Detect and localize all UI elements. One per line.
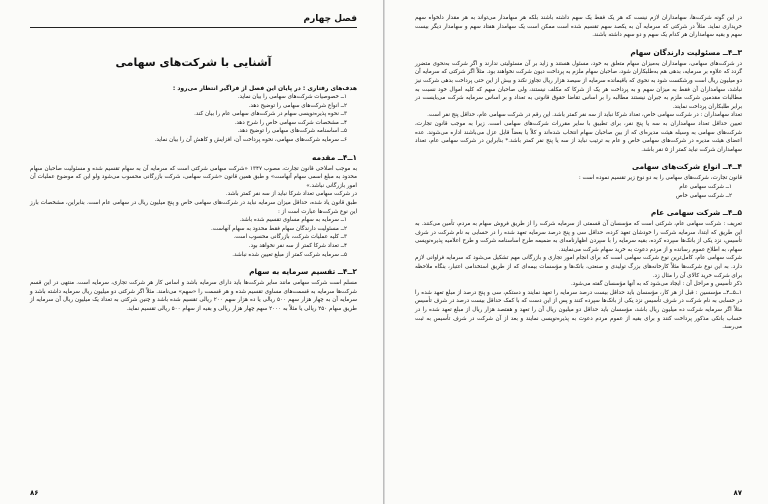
paragraph: ۱ــ۵ــ۴ــ مؤسسین : قبل از هر کار، مؤسسان باید حداقل بیست درصد سرمایه را تعهد نمایند و دستکم، سی و پنج درصد از مبلغ تعهد شده را در حسابی به نام شرکت در شرف تأسیس نزد یکی از بانک‌ها سپرده کنند و پس از این دست که با کمک حداقل بیست درصد در شرف تأسیس مثلاً اگر سرمایه شرکت ده میلیون ریال باشد، مؤسسان باید حداقل دو میلیون ریال آن را تعهد و هفتصد هزار ریال از مبلغ تعهد شده را در حساب بانکی مذکور پرداخت کنند و برای بقیه از عموم مردم دعوت به پذیره‌نویسی نمایند و بعد از آن شرکت در شرف تأسیس به ثبت می‌رسد. bbox=[415, 289, 742, 331]
feature-item: ۵ــ سرمایه شرکت کمتر از مبلغ تعیین شده نباشد. bbox=[232, 251, 347, 258]
paragraph: تعریف : شرکت سهامی عام، شرکتی است که مؤسسان آن قسمتی از سرمایه شرکت را از طریق فروش سهام به مردم، تأمین می‌کنند. به این طریق که ابتدا، سرمایه شرکت را خودشان تعهد کرده، حداقل سی و پنج درصد سرمایه تعهد شده را در حسابی به نام شرکت در شرف تأسیس، نزد یکی از بانک‌ها سپرده کرده، بقیه سرمایه را با سپردن اظهارنامه‌ای به ضمیمه طرح اساسنامه شرکت و طرح اعلامیه پذیره‌نویسی سهام، به اطلاع عموم رسانده و از مردم دعوت به خرید سهام شرکت می‌نمایند. bbox=[415, 221, 742, 253]
section-title: ۳ــ۴ــ مسئولیت دارندگان سهام bbox=[630, 47, 742, 57]
objectives-heading: هدف‌های رفتاری : در پایان این فصل از فراگیر انتظار می‌رود : bbox=[172, 85, 357, 92]
objective-item: ۳ــ نحوه پذیره‌نویسی سهام در شرکت‌های سهامی عام را بیان کند. bbox=[194, 111, 347, 118]
objective-item: ۶ــ سرمایه شرکت‌های سهامی، نحوه پرداخت آن، افزایش و کاهش آن را بیان نماید. bbox=[154, 136, 347, 143]
page-87-content bbox=[415, 14, 742, 486]
feature-item: ۱ــ سرمایه به سهام مساوی تقسیم شده باشد. bbox=[239, 217, 347, 224]
paragraph: ذکر تأسیس و مراحل آن : ایجاد می‌شود که به آنها مؤسسان گفته می‌شود. bbox=[570, 281, 742, 288]
paragraph: شرکت سهامی عام، کامل‌ترین نوع شرکت سهامی است که برای انجام امور تجاری و بازرگانی مهم تشکیل می‌شود که سرمایه فراوانی لازم دارد. به این نوع شرکت‌ها مثلاً کارخانه‌های بزرگ تولیدی و صنعتی، بانک‌ها و مؤسسات بیمه‌ای که از طریق استخدامی اعتبار، بنگاه ملاحظه برای شرکت خرید کالای آن را مثال زد. bbox=[415, 255, 742, 279]
page-number: ۸۶ bbox=[30, 489, 39, 497]
objectives-list bbox=[30, 93, 357, 145]
paragraph: در شرکت سهامی تعداد شرکا نباید از سه نفر کمتر باشد. bbox=[225, 191, 357, 198]
paragraph: قانون تجارت، شرکت‌های سهامی را به دو نوع زیر تقسیم نموده است : bbox=[578, 175, 742, 182]
section-title: ۲ــ۴ــ تقسیم سرمایه به سهام bbox=[249, 267, 357, 277]
types-list bbox=[415, 183, 742, 200]
objective-item: ۴ــ مشخصات شرکت سهامی خاص را شرح دهد. bbox=[234, 119, 347, 126]
chapter-heading: فصل چهارم bbox=[30, 14, 357, 28]
section-title: ۱ــ۴ــ مقدمه bbox=[312, 152, 357, 162]
page-86-content bbox=[30, 14, 357, 486]
paragraph: در شرکت‌های سهامی، سهامداران به‌میزان سهام متعلق به خود، مسئول هستند و زاید بر آن مسئولیتی ندارند و اگر شرکت به‌نحوی متضرر گردد که علاوه بر سرمایه، بدهی هم به‌طلبکاران شود، صاحبان سهام ملزم به پرداخت دیون شرکت نخواهند بود. مثلاً اگر شرکتی که سرمایه آن دو میلیون ریال است ورشکست شود به نحوی که باقیمانده سرمایه از سیصد هزار ریال تجاوز نکند و بیش از این حتی پرداخت بدهی شرکت نیز نباشد، سهامداران آن فقط به میزان سهم و به پرداخت هر یک از شرکا که مکلف نیستند، ولی صاحبان سهم که کلیه اموال خود نسبت به مطالبات مقدمین شرکت ملزم به جبران نیستند مطالبه را بر اساس تقاضا حقوق قانونی به تعداد و بر اساس سرمایه شرکت می‌بایست در برابر طلبکاران پرداخت نمایند. bbox=[415, 60, 742, 110]
paragraph: مسلم است شرکت سهامی مانند سایر شرکت‌ها باید دارای سرمایه باشد و اساس کار هر شرکت تجاری، سرمایه است. منتهی در این قسم شرکت‌ها سرمایه به قسمت‌های مساوی تقسیم شده و هر قسمت را «سهم» می‌نامند. مثلاً اگر شرکتی دو میلیون ریال سرمایه داشته باشد و سرمایه آن به چهار هزار سهم ۵۰۰ ریالی یا ده هزار سهم ۲۰۰ ریالی تقسیم شده باشد و چنین شرکتی به تعداد یک میلیون ریال آن سرمایه از طریق سهام ۲۵۰ ریالی یا مثلاً به ۲۰۰۰ سهم چهار هزار ریالی و بقیه از سهام ۵۰۰ ریالی تقسیم نماید. bbox=[30, 280, 358, 312]
paragraph: به موجب اصلاحی قانون تجارت، مصوب ۱۳۴۷ «شرکت سهامی شرکتی است که سرمایه آن به سهام تقسیم شده و مسئولیت صاحبان سهام محدود به مبلغ اسمی سهام آنهاست» و طبق همین قانون «شرکت سهامی، شرکت بازرگانی محسوب می‌شود ولو این که موضوع عملیات آن امور بازرگانی نباشد.» bbox=[30, 165, 358, 189]
page-number: ۸۷ bbox=[733, 489, 742, 497]
objective-item: ۵ــ اساسنامه شرکت‌های سهامی را توضیح دهد. bbox=[237, 128, 347, 135]
feature-item: ۳ــ کلیه عملیات شرکت، بازرگانی محسوب است. bbox=[233, 234, 347, 241]
paragraph: تعیین حداقل تعداد سهامداران به سه یا پنج نفر، برای تطبیق با سایر مقررات شرکت‌های سهامی است. زیرا به موجب قانون تجارت، شرکت‌های سهامی به وسیله هیئت مدیره‌ای که از بین صاحبان سهام انتخاب شده‌اند و کلاً یا بعضاً قابل عزل می‌باشند اداره می‌شوند. عده اعضای هیئت مدیره در شرکت‌های سهامی خاص و عام به ترتیب نباید از سه یا پنج نفر کمتر باشد.* بنابراین در شرکت سهامی عام، تعداد سهامداران شرکت نباید کمتر از ۵ نفر باشد. bbox=[415, 120, 742, 153]
features-list bbox=[30, 216, 357, 259]
type-item: ۱ــ شرکت سهامی عام bbox=[679, 183, 732, 190]
page-87 bbox=[384, 0, 768, 504]
chapter-title: آشنایی با شرکت‌های سهامی bbox=[115, 56, 272, 69]
type-item: ۲ــ شرکت سهامی خاص bbox=[675, 192, 732, 199]
paragraph: طبق قانون یاد شده، حداقل میزان سرمایه نباید در شرکت‌های سهامی خاص و پنج میلیون ریال در سهامی عام است. بنابراین، مشخصات بارز این نوع شرکت‌ها عبارت است از : bbox=[30, 199, 357, 215]
objective-item: ۱ــ خصوصیات شرکت‌های سهامی را بیان نماید. bbox=[237, 94, 347, 100]
paragraph: تعداد سهامداران : در شرکت سهامی خاص، تعداد شرکا نباید از سه نفر کمتر باشد. این رقم در شرکت سهامی عام، حداقل پنج نفر است. bbox=[427, 112, 742, 119]
objective-item: ۲ــ انواع شرکت‌های سهامی را توضیح دهد. bbox=[248, 102, 347, 109]
paragraph: در این گونه شرکت‌ها، سهامداران لازم نیست که هر یک فقط یک سهم داشته باشند بلکه هر سهامدار می‌تواند به هر مقدار دلخواه سهم خریداری نماید. مثلاً در شرکتی که سرمایه آن به یکصد سهم تقسیم شده است ممکن است یک سهامدار هفتاد سهم و سهامدار دیگر بیست سهم و بقیه سهامداران هر کدام یک سهم و دو سهم داشته باشند. bbox=[415, 15, 742, 39]
section-title: ۴ــ۴ــ انواع شرکت‌های سهامی bbox=[631, 162, 742, 172]
feature-item: ۲ــ مسئولیت دارندگان سهام فقط محدود به سهام آنهاست. bbox=[210, 225, 347, 232]
section-title: ۵ــ۴ــ شرکت سهامی عام bbox=[650, 208, 742, 218]
feature-item: ۴ــ تعداد شرکا کمتر از سه نفر نخواهد بود. bbox=[248, 242, 347, 249]
